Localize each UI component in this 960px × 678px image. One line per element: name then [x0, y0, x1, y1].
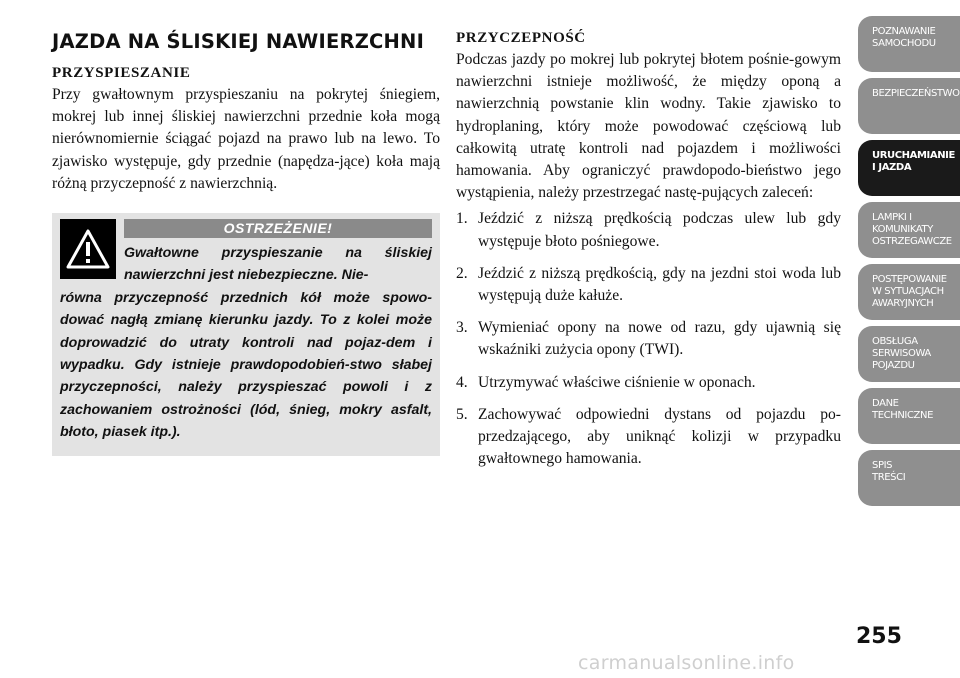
tab-poznawanie[interactable]: POZNAWANIE SAMOCHODU — [858, 16, 960, 72]
warning-triangle-icon — [60, 219, 116, 279]
watermark: carmanualsonline.info — [578, 652, 795, 674]
tab-obsluga[interactable]: OBSŁUGA SERWISOWA POJAZDU — [858, 326, 960, 382]
tab-postepowanie[interactable]: POSTĘPOWANIE W SYTUACJACH AWARYJNYCH — [858, 264, 960, 320]
chapter-tabs — [858, 16, 960, 512]
list-item: 5. Zachowywać odpowiedni dystans od pojazdu po-przedzającego, aby uniknąć kolizji w przypadku gwałtownego hamowania. — [456, 405, 841, 468]
right-column — [456, 30, 841, 480]
warning-box — [52, 213, 440, 456]
warning-label: OSTRZEŻENIE! — [124, 219, 432, 238]
list-item: 2. Jeździć z niższą prędkością, gdy na jezdni stoi woda lub występują duże kałuże. — [456, 264, 841, 305]
tab-uruchamianie[interactable]: URUCHAMIANIE I JAZDA — [858, 140, 960, 196]
page-title: JAZDA NA ŚLISKIEJ NAWIERZCHNI — [52, 30, 425, 53]
acceleration-paragraph: Przy gwałtownym przyspieszaniu na pokrytej śniegiem, mokrej lub innej śliskiej nawierzchni przednie koła mogą nierównomiernie ściągać pojazd na prawo lub na lewo. To zjawisko występuje, gdy przednie (napędza-jące) koła mają różną przyczepność z nawierzchnią. — [52, 86, 440, 192]
tab-lampki[interactable]: LAMPKI I KOMUNIKATY OSTRZEGAWCZE — [858, 202, 960, 258]
traction-paragraph: Podczas jazdy po mokrej lub pokrytej błotem pośnie-gowym nawierzchni istnieje możliwość, że między oponą a nawierzchnią powstanie klin wodny. Takie zjawisko to hydroplaning, który może powodować częściową lub całkowitą utratę kontroli nad pojazdem i możliwości hamowania. Aby ograniczyć prawdopodo-bieństwo jego wystąpienia, należy przestrzegać nastę-pujących zaleceń: — [456, 51, 841, 202]
list-item: 1. Jeździć z niższą prędkością podczas ulew lub gdy występuje błoto pośniegowe. — [456, 210, 841, 250]
warning-text: równa przyczepność przednich kół może spowo-dować nagłą zmianę kierunku jazdy. To z kolei może doprowadzić do utraty kontroli nad pojaz-dem i wypadku. Gdy istnieje prawdopodobień-stwo słabej przyczepności, należy przyspieszać powoli i z zachowaniem ostrożności (lód, śnieg, mokry asfalt, błoto, piasek itp.). — [60, 289, 432, 441]
list-item: 3. Wymieniać opony na nowe od razu, gdy ujawnią się wskaźniki zużycia opony (TWI). — [456, 319, 841, 359]
section-heading-traction: PRZYCZEPNOŚĆ — [456, 30, 586, 46]
tab-bezpieczenstwo[interactable]: BEZPIECZEŃSTWO — [858, 78, 960, 134]
tab-dane[interactable]: DANE TECHNICZNE — [858, 388, 960, 444]
tab-spis[interactable]: SPIS TREŚCI — [858, 450, 960, 506]
warning-lead-text: Gwałtowne przyspieszanie na śliskiej nawierzchni jest niebezpieczne. Nie- — [124, 245, 432, 284]
page-number: 255 — [856, 624, 902, 649]
section-heading-acceleration: PRZYSPIESZANIE — [52, 65, 191, 81]
list-item: 4. Utrzymywać właściwe ciśnienie w oponach. — [456, 373, 756, 391]
left-column — [52, 30, 440, 456]
recommendations-list — [456, 208, 841, 470]
